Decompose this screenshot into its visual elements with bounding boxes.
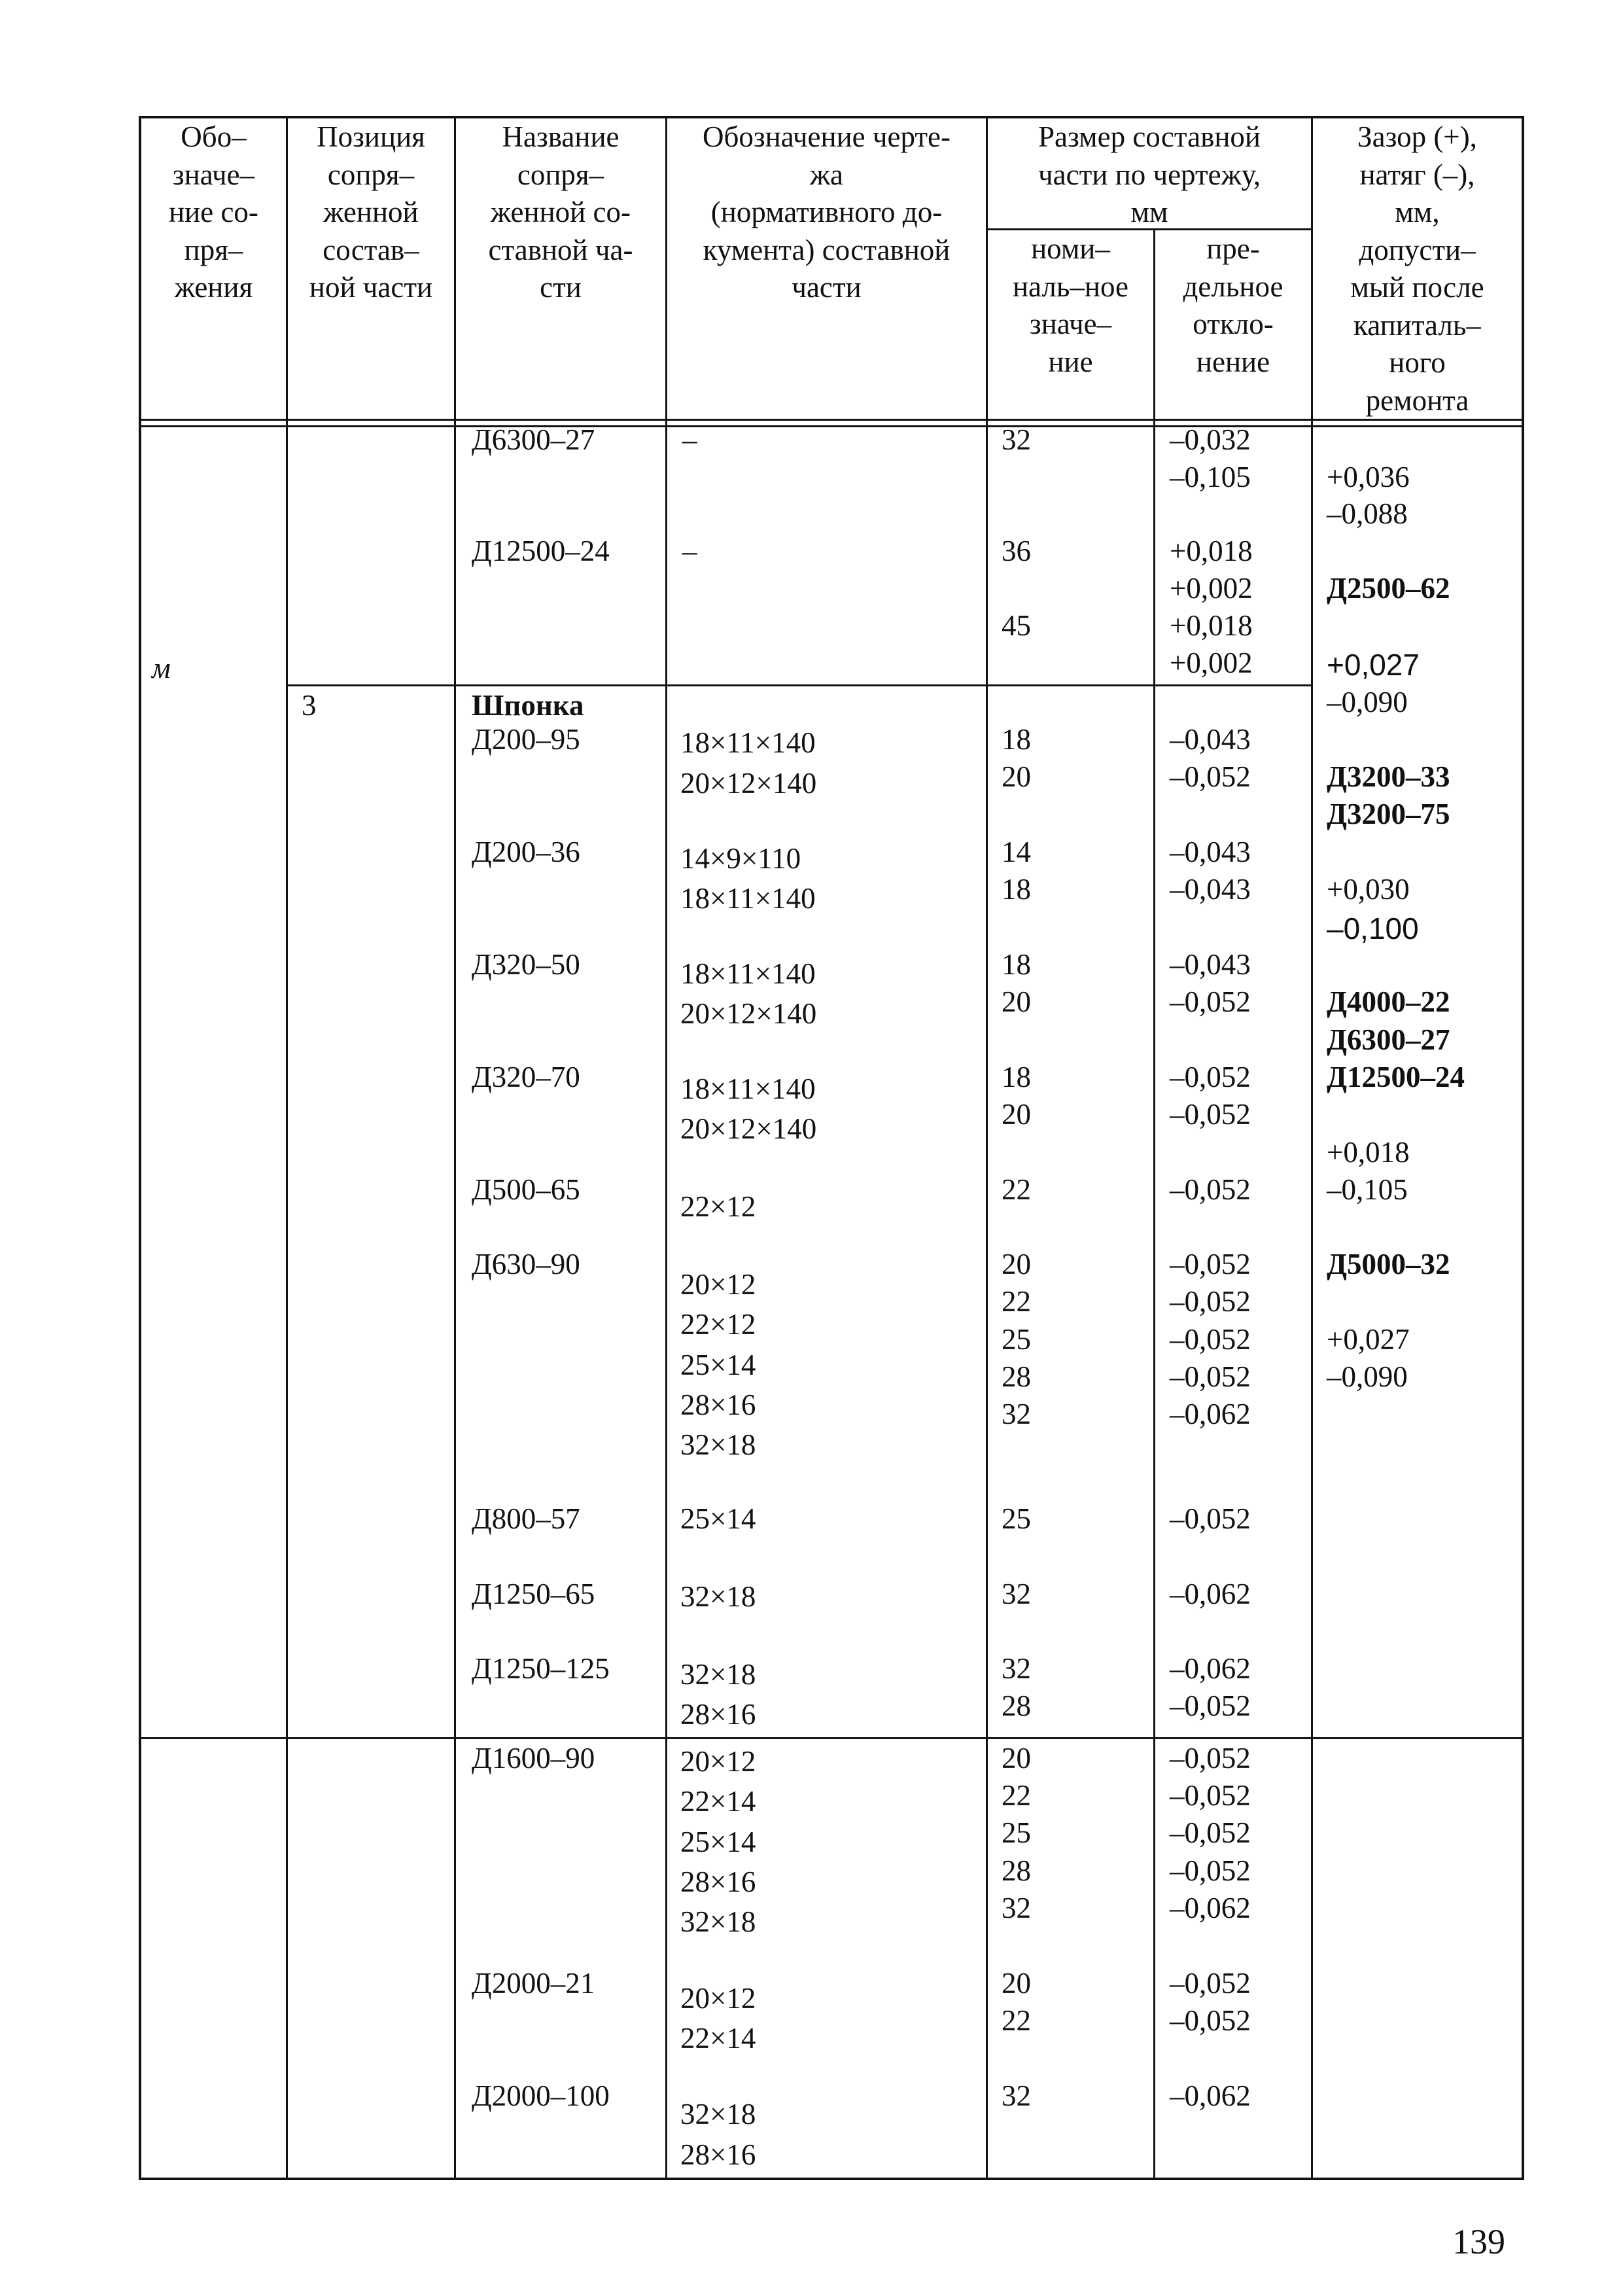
part-title: Шпонка (472, 689, 584, 722)
part-name: Д320–70 (472, 1061, 580, 1093)
deviation-value: –0,052 (1170, 1967, 1251, 2000)
part-name: Д800–57 (472, 1502, 580, 1535)
part-name: Д630–90 (472, 1248, 580, 1280)
deviation-value: –0,105 (1170, 461, 1251, 493)
drawing-ref: – (682, 423, 697, 456)
deviation-value: –0,052 (1170, 1502, 1251, 1535)
clearance-value: +0,018 (1327, 1136, 1410, 1169)
clearance-value: +0,030 (1327, 873, 1410, 906)
part-name: Д2000–100 (472, 2079, 610, 2112)
deviation-value: –0,032 (1170, 423, 1251, 456)
deviation-value: –0,043 (1170, 948, 1251, 981)
deviation-value: –0,062 (1170, 1578, 1251, 1610)
clearance-reference: Д6300–27 (1327, 1023, 1450, 1056)
nominal-value: 18 (1002, 723, 1031, 756)
nominal-value: 18 (1002, 948, 1031, 981)
nominal-value: 32 (1002, 1398, 1031, 1430)
part-name: Д1250–65 (472, 1578, 595, 1610)
deviation-value: –0,052 (1170, 1061, 1251, 1093)
drawing-ref: 18×11×140 (680, 882, 816, 915)
nominal-value: 32 (1002, 1652, 1031, 1685)
header-nominal: номи– наль–ное значе– ние (1012, 232, 1129, 378)
deviation-value: –0,052 (1170, 2004, 1251, 2037)
drawing-ref: 28×16 (680, 1698, 756, 1731)
clearance-reference: Д5000–32 (1327, 1248, 1450, 1280)
drawing-ref: 25×14 (680, 1826, 756, 1858)
clearance-value: +0,036 (1327, 461, 1410, 493)
clearance-value: –0,105 (1327, 1173, 1408, 1206)
drawing-ref: 20×12 (680, 1268, 756, 1301)
drawing-ref: 20×12×140 (680, 1112, 817, 1145)
drawing-ref: 28×16 (680, 2138, 756, 2171)
drawing-ref: 14×9×110 (680, 842, 801, 875)
drawing-ref: 22×14 (680, 2022, 756, 2055)
deviation-value: +0,018 (1170, 535, 1253, 567)
nominal-value: 20 (1002, 1742, 1031, 1775)
deviation-value: –0,052 (1170, 1173, 1251, 1206)
drawing-ref: 32×18 (680, 1658, 756, 1691)
nominal-value: 25 (1002, 1816, 1031, 1849)
part-name: Д12500–24 (472, 535, 610, 567)
nominal-value: 32 (1002, 423, 1031, 456)
nominal-value: 32 (1002, 1578, 1031, 1610)
deviation-value: –0,062 (1170, 2079, 1251, 2112)
page-number: 139 (1452, 2222, 1505, 2261)
deviation-value: –0,052 (1170, 1098, 1251, 1131)
nominal-value: 22 (1002, 1779, 1031, 1812)
deviation-value: –0,052 (1170, 1742, 1251, 1775)
nominal-value: 45 (1002, 609, 1031, 642)
part-name: Д2000–21 (472, 1967, 595, 2000)
deviation-value: –0,043 (1170, 873, 1251, 906)
drawing-ref: 32×18 (680, 2098, 756, 2130)
drawing-ref: 28×16 (680, 1388, 756, 1421)
header-drawing: Обозначение черте- жа (нормативного до- кумента) составной части (702, 120, 951, 304)
part-name: Д200–95 (472, 723, 580, 756)
drawing-ref: 18×11×140 (680, 1072, 816, 1105)
nominal-value: 22 (1002, 1285, 1031, 1318)
header-deviation: пре- дельное откло- нение (1183, 232, 1283, 378)
drawing-ref: 28×16 (680, 1865, 756, 1898)
part-name: Д200–36 (472, 836, 580, 868)
header-part-name: Название сопря– женной со- ставной ча- сти (488, 120, 633, 304)
deviation-value: –0,052 (1170, 1248, 1251, 1280)
nominal-value: 18 (1002, 873, 1031, 906)
header-clearance: Зазор (+), натяг (–), мм, допусти– мый после капиталь– ного ремонта (1350, 120, 1484, 417)
part-name: Д500–65 (472, 1173, 580, 1206)
clearance-reference: Д3200–33 (1327, 760, 1450, 793)
side-mark: м (152, 652, 171, 684)
nominal-value: 22 (1002, 2004, 1031, 2037)
deviation-value: –0,052 (1170, 760, 1251, 793)
clearance-reference: Д4000–22 (1327, 985, 1450, 1018)
deviation-value: –0,052 (1170, 1816, 1251, 1849)
clearance-value: +0,027 (1327, 648, 1420, 682)
clearance-value: –0,090 (1327, 1360, 1408, 1393)
clearance-value: +0,027 (1327, 1323, 1410, 1356)
drawing-ref: 32×18 (680, 1428, 756, 1461)
position-number: 3 (302, 689, 317, 722)
clearance-reference: Д3200–75 (1327, 798, 1450, 830)
deviation-value: +0,002 (1170, 646, 1253, 679)
drawing-ref: 20×12 (680, 1745, 756, 1778)
drawing-ref: 18×11×140 (680, 726, 816, 759)
part-name: Д320–50 (472, 948, 580, 981)
deviation-value: –0,043 (1170, 836, 1251, 868)
part-name: Д1600–90 (472, 1742, 595, 1775)
nominal-value: 20 (1002, 1248, 1031, 1280)
nominal-value: 14 (1002, 836, 1031, 868)
deviation-value: +0,018 (1170, 609, 1253, 642)
drawing-ref: – (682, 535, 697, 567)
part-name: Д1250–125 (472, 1652, 610, 1685)
clearance-value: –0,100 (1327, 911, 1419, 945)
nominal-value: 36 (1002, 535, 1031, 567)
deviation-value: –0,052 (1170, 1854, 1251, 1887)
deviation-value: –0,052 (1170, 1360, 1251, 1393)
nominal-value: 20 (1002, 985, 1031, 1018)
header-size: Размер составной части по чертежу, мм (1038, 120, 1261, 228)
nominal-value: 25 (1002, 1323, 1031, 1356)
drawing-ref: 25×14 (680, 1502, 756, 1535)
drawing-ref: 25×14 (680, 1349, 756, 1381)
nominal-value: 28 (1002, 1854, 1031, 1887)
nominal-value: 32 (1002, 1892, 1031, 1924)
drawing-ref: 22×12 (680, 1308, 756, 1341)
deviation-value: –0,062 (1170, 1652, 1251, 1685)
nominal-value: 20 (1002, 1967, 1031, 2000)
nominal-value: 20 (1002, 760, 1031, 793)
part-name: Д6300–27 (472, 423, 595, 456)
nominal-value: 20 (1002, 1098, 1031, 1131)
drawing-ref: 18×11×140 (680, 957, 816, 990)
deviation-value: +0,002 (1170, 572, 1253, 605)
deviation-value: –0,062 (1170, 1892, 1251, 1924)
drawing-ref: 32×18 (680, 1905, 756, 1938)
deviation-value: –0,052 (1170, 1779, 1251, 1812)
drawing-ref: 20×12×140 (680, 997, 817, 1030)
deviation-value: –0,052 (1170, 1285, 1251, 1318)
deviation-value: –0,052 (1170, 1323, 1251, 1356)
nominal-value: 25 (1002, 1502, 1031, 1535)
clearance-value: –0,090 (1327, 686, 1408, 718)
deviation-value: –0,052 (1170, 1689, 1251, 1722)
nominal-value: 32 (1002, 2079, 1031, 2112)
clearance-value: –0,088 (1327, 497, 1408, 530)
header-position: Позиция сопря– женной состав– ной части (309, 120, 433, 304)
deviation-value: –0,062 (1170, 1398, 1251, 1430)
clearance-reference: Д2500–62 (1327, 572, 1450, 605)
drawing-ref: 20×12 (680, 1982, 756, 2015)
nominal-value: 28 (1002, 1360, 1031, 1393)
drawing-ref: 32×18 (680, 1580, 756, 1613)
nominal-value: 22 (1002, 1173, 1031, 1206)
drawing-ref: 20×12×140 (680, 767, 817, 800)
clearance-reference: Д12500–24 (1327, 1061, 1465, 1093)
drawing-ref: 22×14 (680, 1785, 756, 1818)
nominal-value: 18 (1002, 1061, 1031, 1093)
deviation-value: –0,043 (1170, 723, 1251, 756)
header-designation: Обо– значе– ние со- пря– жения (169, 120, 258, 304)
nominal-value: 28 (1002, 1689, 1031, 1722)
deviation-value: –0,052 (1170, 985, 1251, 1018)
drawing-ref: 22×12 (680, 1190, 756, 1223)
